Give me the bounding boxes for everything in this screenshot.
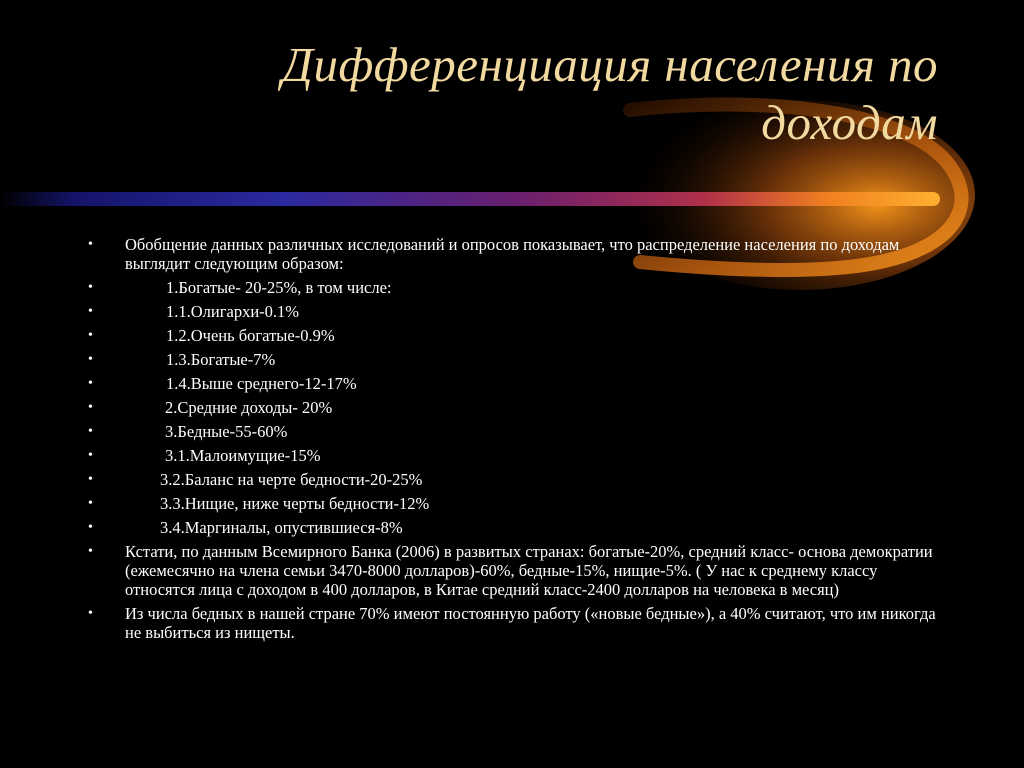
- list-item-text: Обобщение данных различных исследований и опросов показывает, что распределение населения по доходам выглядит следующим образом:: [125, 235, 900, 273]
- list-item-text: 3.4.Маргиналы, опустившиеся-8%: [160, 518, 403, 537]
- list-item: [84, 604, 944, 642]
- list-item: [84, 398, 944, 417]
- bullet-icon: •: [88, 280, 93, 295]
- list-item-text: 2.Средние доходы- 20%: [165, 398, 333, 417]
- list-item-text: 1.3.Богатые-7%: [166, 350, 276, 369]
- list-item: [84, 542, 944, 599]
- bullet-icon: •: [88, 496, 93, 511]
- list-item-text: 3.Бедные-55-60%: [165, 422, 288, 441]
- list-item: [84, 422, 944, 441]
- list-item: [84, 518, 944, 537]
- list-item: [84, 326, 944, 345]
- list-item: [84, 470, 944, 489]
- list-item: [84, 446, 944, 465]
- list-item-text: 1.4.Выше среднего-12-17%: [166, 374, 357, 393]
- list-item: [84, 350, 944, 369]
- bullet-icon: •: [88, 424, 93, 439]
- bullet-icon: •: [88, 544, 93, 559]
- bullet-icon: •: [88, 400, 93, 415]
- title-line-1: Дифференциация населения по: [281, 37, 938, 92]
- bullet-icon: •: [88, 352, 93, 367]
- list-item-text: Из числа бедных в нашей стране 70% имеют постоянную работу («новые бедные»), а 40% считают, что им никогда не выбиться из нищеты.: [125, 604, 936, 642]
- bullet-icon: •: [88, 237, 93, 252]
- bullet-icon: •: [88, 376, 93, 391]
- bullet-icon: •: [88, 448, 93, 463]
- list-item-text: 3.3.Нищие, ниже черты бедности-12%: [160, 494, 430, 513]
- list-item: [84, 235, 944, 273]
- bullet-icon: •: [88, 304, 93, 319]
- bullet-icon: •: [88, 606, 93, 621]
- bullet-icon: •: [88, 472, 93, 487]
- bullet-icon: •: [88, 520, 93, 535]
- title-line-2: доходам: [761, 95, 938, 150]
- gradient-bar: [0, 192, 940, 206]
- bullet-list: [84, 235, 944, 647]
- slide-title: [78, 36, 938, 152]
- list-item: [84, 494, 944, 513]
- list-item-text: 3.1.Малоимущие-15%: [165, 446, 321, 465]
- bullet-icon: •: [88, 328, 93, 343]
- list-item-text: 1.1.Олигархи-0.1%: [166, 302, 300, 321]
- list-item-text: 1.Богатые- 20-25%, в том числе:: [166, 278, 392, 297]
- list-item-text: 1.2.Очень богатые-0.9%: [166, 326, 335, 345]
- list-item-text: 3.2.Баланс на черте бедности-20-25%: [160, 470, 423, 489]
- list-item: [84, 374, 944, 393]
- list-item-text: Кстати, по данным Всемирного Банка (2006) в развитых странах: богатые-20%, средний класс- основа демократии (ежемесячно на члена семьи 3470-8000 долларов)-60%, бедные-15%, нищие-5%. ( У нас к среднему классу относятся лица с доходом в 400 долларов, в Китае средний класс-2400 долларов на человека в месяц): [125, 542, 933, 599]
- list-item: [84, 278, 944, 297]
- list-item: [84, 302, 944, 321]
